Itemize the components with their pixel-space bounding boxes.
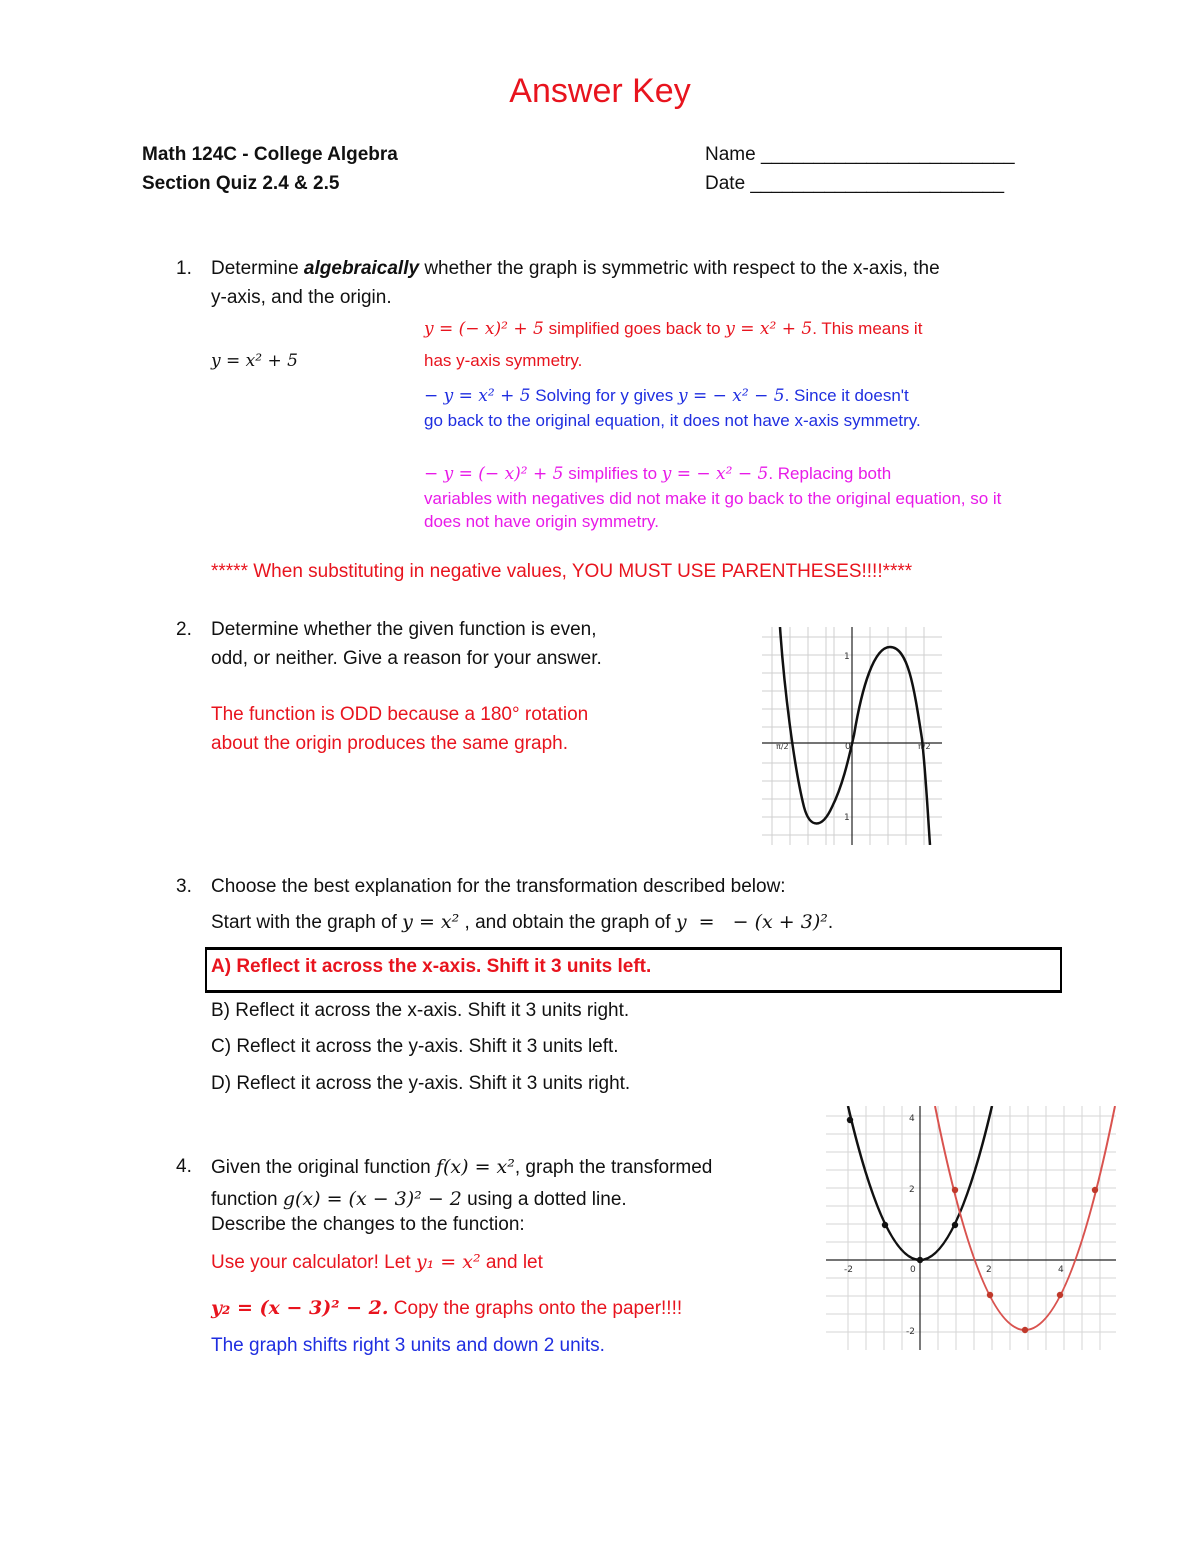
q1-xaxis-answer-line2: go back to the original equation, it does not have x-axis symmetry. bbox=[424, 411, 921, 430]
q2-x-label-right: π/2 bbox=[918, 742, 931, 751]
q1-yaxis-answer-line1 bbox=[424, 319, 922, 339]
q1-origin-answer-line3: does not have origin symmetry. bbox=[424, 512, 659, 531]
q4-parent-point bbox=[882, 1222, 888, 1228]
q1-yaxis-answer-line2: has y-axis symmetry. bbox=[424, 351, 583, 370]
q2-y-label-top: 1 bbox=[844, 652, 850, 662]
q1-xaxis-answer-line1 bbox=[424, 386, 909, 406]
q4-parent-point bbox=[917, 1257, 923, 1263]
q1-number: 1. bbox=[176, 258, 192, 279]
q2-number: 2. bbox=[176, 619, 192, 640]
q1-origin-answer-line2: variables with negatives did not make it go back to the original equation, so it bbox=[424, 489, 1002, 508]
name-field[interactable]: Name ________________________ bbox=[705, 144, 1015, 165]
q2-answer-line1: The function is ODD because a 180° rotation bbox=[211, 704, 589, 725]
q4-prompt-c: function bbox=[211, 1189, 283, 1210]
q4-answer-line1 bbox=[211, 1251, 543, 1274]
q4-x-label-4: 4 bbox=[1058, 1265, 1064, 1275]
q2-function-curve bbox=[780, 627, 930, 845]
q4-prompt-math2: g(x) = (x − 3)² − 2 bbox=[282, 1188, 462, 1210]
q4-answer-line3: The graph shifts right 3 units and down 2 units. bbox=[211, 1335, 605, 1356]
q4-number: 4. bbox=[176, 1156, 192, 1177]
q3-number: 3. bbox=[176, 876, 192, 897]
q4-x-label-neg2: -2 bbox=[844, 1265, 853, 1275]
q4-y-label-neg2: -2 bbox=[906, 1327, 915, 1337]
q1-prompt-emphasis: algebraically bbox=[303, 258, 420, 279]
q4-prompt-line2 bbox=[211, 1188, 627, 1211]
q4-prompt-d: using a dotted line. bbox=[461, 1189, 627, 1210]
quiz-title: Section Quiz 2.4 & 2.5 bbox=[142, 173, 340, 194]
q4-transformed-point bbox=[1022, 1327, 1028, 1333]
q4-y-label-4: 4 bbox=[909, 1114, 915, 1124]
q1-prompt-c: whether the graph is symmetric with respect to the x-axis, the bbox=[419, 258, 940, 279]
q3-option-d[interactable]: D) Reflect it across the y-axis. Shift it 3 units right. bbox=[211, 1073, 631, 1094]
q4-parent-point bbox=[847, 1117, 853, 1123]
q1-yaxis-math1: y = (− x)² + 5 bbox=[424, 319, 544, 339]
q2-prompt-line1: Determine whether the given function is even, bbox=[211, 619, 597, 640]
q4-transformed-point bbox=[987, 1292, 993, 1298]
q3-option-b[interactable]: B) Reflect it across the x-axis. Shift it 3 units right. bbox=[211, 1000, 630, 1021]
q1-origin-answer-line1 bbox=[424, 464, 891, 484]
q3-option-c[interactable]: C) Reflect it across the y-axis. Shift it 3 units left. bbox=[211, 1036, 619, 1057]
q3-prompt-math2: y = − (x + 3)² bbox=[675, 911, 828, 933]
q3-prompt-end: . bbox=[827, 912, 834, 933]
q4-prompt-line1 bbox=[211, 1156, 712, 1179]
q4-answer-line2 bbox=[211, 1297, 682, 1320]
q3-prompt-line2 bbox=[211, 911, 833, 934]
q1-xaxis-text: Solving for y gives bbox=[530, 386, 678, 405]
q2-y-label-bottom: 1 bbox=[844, 813, 850, 823]
q3-prompt-math1: y = x² bbox=[402, 911, 460, 933]
q4-answer-math1: y₁ = x² bbox=[415, 1251, 481, 1273]
q4-prompt-line3: Describe the changes to the function: bbox=[211, 1214, 525, 1235]
q2-odd-function-graph bbox=[762, 627, 942, 845]
q4-answer-a: Use your calculator! Let bbox=[211, 1252, 416, 1273]
q3-prompt-b: , and obtain the graph of bbox=[459, 912, 676, 933]
q1-equation: y = x² + 5 bbox=[211, 351, 298, 371]
q1-origin-text: simplifies to bbox=[563, 464, 662, 483]
q1-origin-math1: − y = (− x)² + 5 bbox=[424, 464, 564, 484]
q1-yaxis-text: simplified goes back to bbox=[543, 319, 726, 338]
q1-parentheses-note: ***** When substituting in negative values, YOU MUST USE PARENTHESES!!!!**** bbox=[211, 561, 913, 582]
q4-transformed-point bbox=[952, 1187, 958, 1193]
q1-xaxis-end: . Since it doesn't bbox=[784, 386, 909, 405]
q1-origin-math2: y = − x² − 5 bbox=[661, 464, 769, 484]
q4-prompt-math1: f(x) = x² bbox=[435, 1156, 515, 1178]
q4-answer-c: Copy the graphs onto the paper!!!! bbox=[388, 1298, 683, 1319]
q1-prompt-line1 bbox=[211, 258, 940, 280]
q4-transformation-graph bbox=[826, 1106, 1116, 1350]
q4-x-label-2: 2 bbox=[986, 1265, 992, 1275]
q1-xaxis-math1: − y = x² + 5 bbox=[424, 386, 531, 406]
q3-prompt-line1: Choose the best explanation for the transformation described below: bbox=[211, 876, 786, 897]
q1-origin-end: . Replacing both bbox=[768, 464, 892, 483]
q2-x-label-left: π/2 bbox=[776, 742, 789, 751]
q2-answer-line2: about the origin produces the same graph. bbox=[211, 733, 569, 754]
q4-transformed-point bbox=[1057, 1292, 1063, 1298]
q4-prompt-b: , graph the transformed bbox=[514, 1157, 713, 1178]
q4-x-label-0: 0 bbox=[910, 1265, 916, 1275]
q2-origin-label: 0 bbox=[845, 742, 851, 752]
q1-yaxis-end: . This means it bbox=[812, 319, 923, 338]
q4-parent-point bbox=[952, 1222, 958, 1228]
q4-y-label-2: 2 bbox=[909, 1185, 915, 1195]
q4-answer-b: and let bbox=[480, 1252, 543, 1273]
q4-transformed-point bbox=[1092, 1187, 1098, 1193]
q4-answer-math2: y₂ = (x − 3)² − 2. bbox=[211, 1297, 389, 1319]
q1-yaxis-math2: y = x² + 5 bbox=[725, 319, 813, 339]
q3-prompt-a: Start with the graph of bbox=[211, 912, 403, 933]
q2-prompt-line2: odd, or neither. Give a reason for your answer. bbox=[211, 648, 602, 669]
q1-prompt-line2: y-axis, and the origin. bbox=[211, 287, 392, 308]
q1-prompt-a: Determine bbox=[211, 258, 304, 279]
page-title: Answer Key bbox=[509, 72, 691, 110]
q3-option-a[interactable]: A) Reflect it across the x-axis. Shift it 3 units left. bbox=[211, 956, 652, 977]
course-title: Math 124C - College Algebra bbox=[142, 144, 398, 165]
q1-xaxis-math2: y = − x² − 5 bbox=[677, 386, 785, 406]
date-field[interactable]: Date ________________________ bbox=[705, 173, 1005, 194]
q4-prompt-a: Given the original function bbox=[211, 1157, 436, 1178]
